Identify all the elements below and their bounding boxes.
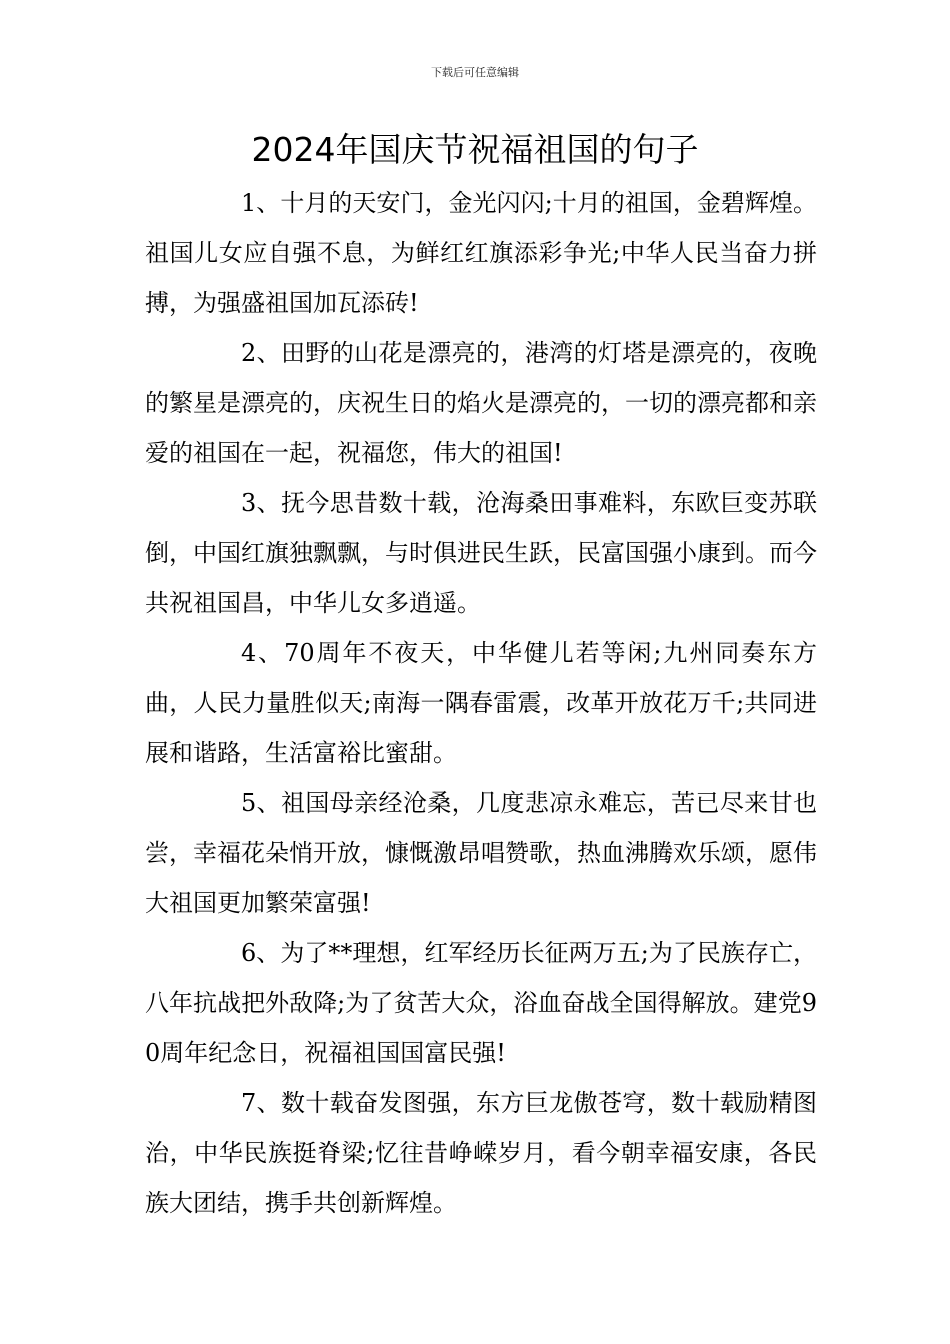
document-title: 2024年国庆节祝福祖国的句子 <box>251 130 699 169</box>
paragraph-6: 6、为了**理想，红军经历长征两万五;为了民族存亡，八年抗战把外敌降;为了贫苦大众，浴血奋战全国得解放。建党90周年纪念日，祝福祖国国富民强! <box>145 939 817 1067</box>
paragraph-3: 3、抚今思昔数十载，沧海桑田事难料，东欧巨变苏联倒，中国红旗独飘飘，与时俱进民生跃，民富国强小康到。而今共祝祖国昌，中华儿女多逍遥。 <box>145 489 817 617</box>
paragraph-1: 1、十月的天安门，金光闪闪;十月的祖国，金碧辉煌。祖国儿女应自强不息，为鲜红红旗添彩争光;中华人民当奋力拼搏，为强盛祖国加瓦添砖! <box>145 189 817 317</box>
paragraph-7: 7、数十载奋发图强，东方巨龙傲苍穹，数十载励精图治，中华民族挺脊梁;忆往昔峥嵘岁月，看今朝幸福安康，各民族大团结，携手共创新辉煌。 <box>145 1089 817 1217</box>
page-header-note: 下载后可任意编辑 <box>431 66 519 79</box>
paragraph-4: 4、70周年不夜天，中华健儿若等闲;九州同奏东方曲，人民力量胜似天;南海一隅春雷震，改革开放花万千;共同进展和谐路，生活富裕比蜜甜。 <box>145 639 817 767</box>
document-body <box>145 178 817 1228</box>
paragraph-5: 5、祖国母亲经沧桑，几度悲凉永难忘，苦已尽来甘也尝，幸福花朵悄开放，慷慨激昂唱赞歌，热血沸腾欢乐颂，愿伟大祖国更加繁荣富强! <box>145 789 817 917</box>
paragraph-2: 2、田野的山花是漂亮的，港湾的灯塔是漂亮的，夜晚的繁星是漂亮的，庆祝生日的焰火是漂亮的，一切的漂亮都和亲爱的祖国在一起，祝福您，伟大的祖国! <box>145 339 817 467</box>
